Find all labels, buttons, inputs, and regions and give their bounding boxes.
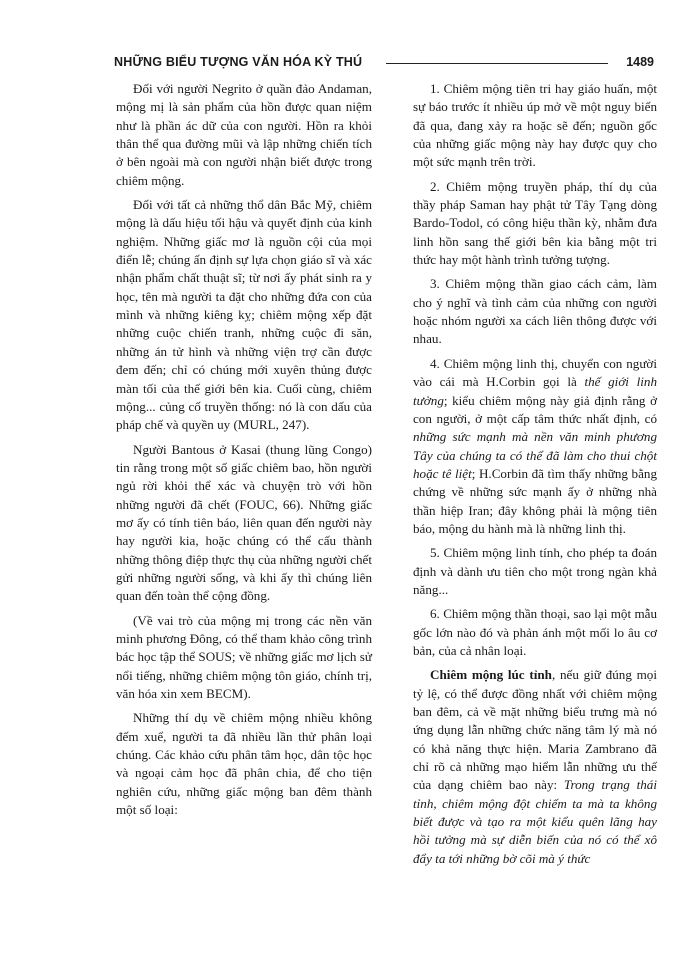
italic-quote: những sức mạnh mà nền văn minh phương Tây của chúng ta có thể đã làm cho thui chột hoặc tê liệt: [413, 429, 657, 481]
paragraph: (Về vai trò của mộng mị trong các nền văn minh phương Đông, có thể tham khảo công trình bác học tập thể SOUS; về những giấc mơ lịch sử nổi tiếng, những chiêm mộng tôn giáo, chính trị, văn hóa xin xem BECM).: [116, 612, 372, 701]
text-run: ; kiểu chiêm mộng này giả định rằng ở con người, ở một cấp tâm thức nhất định, có: [413, 392, 657, 426]
list-item: 1. Chiêm mộng tiên tri hay giáo huấn, một sự báo trước ít nhiều úp mở về một nguy biến đã qua, đang xảy ra hoặc sẽ đến; nguồn gốc của những giấc mộng này hay được quy cho một sức mạnh trên trời.: [413, 81, 657, 170]
italic-term: thế giới linh tưởng: [413, 374, 657, 408]
list-item: 2. Chiêm mộng truyền pháp, thí dụ của thầy pháp Saman hay phật tử Tây Tạng dòng Bardo-Todol, có công hiệu thần kỳ, nhằm đưa linh hồn sang thế giới bên kia bằng một tri thức hay một hành trình tưởng tượng.: [413, 178, 657, 268]
list-item: 5. Chiêm mộng linh tính, cho phép ta đoán định và dành ưu tiên cho một trong ngàn khả năng...: [413, 545, 657, 597]
header-rule: [386, 63, 608, 64]
italic-quote: Trong trạng thái tỉnh, chiêm mộng đột chiếm ta mà ta không biết được và tạo ra một kiểu quên lãng hay hồi tưởng mà sự diễn biến của nó có thể xô đẩy ta tới những bờ cõi mà ý thức: [413, 777, 657, 866]
running-header: [114, 55, 654, 73]
text-run: ; H.Corbin đã tìm thấy những bằng chứng về những sức mạnh ấy ở những nhà thần hiệp Iran; đây không phải là mộng tiên báo, mộng du hành mà là những linh thị.: [413, 465, 657, 536]
list-item: 6. Chiêm mộng thần thoại, sao lại một mẫu gốc lớn nào đó và phản ánh một mối lo âu cơ bản, của cả nhân loại.: [413, 606, 657, 658]
paragraph: Những thí dụ về chiêm mộng nhiều không đếm xuể, người ta đã nhiều lần thử phân loại chúng. Các khảo cứu phân tâm học, dân tộc học và ngoại cảm học đã phân chia, để cho tiện nghiên cứu, những giấc mộng ban đêm thành một số loại:: [116, 710, 372, 818]
paragraph: Đối với tất cả những thổ dân Bắc Mỹ, chiêm mộng là dấu hiệu tối hậu và quyết định của kinh nghiệm. Những giấc mơ là nguồn cội của mọi điển lễ; chúng ấn định sự lựa chọn giáo sĩ và xác nhận phẩm chất thuật sĩ; từ nơi ấy phát sinh ra y học, tên mà người ta đặt cho những đứa con của mình và những kiêng kỵ; chiêm mộng xếp đặt những cuộc chiến tranh, những cuộc đi săn, những án tử hình và những viện trợ cần được đem đến; chỉ có chúng mới xuyên thủng được màn tối của thế giới bên kia. Cuối cùng, chiêm mộng... củng cố truyền thống: nó là con dấu của pháp chế và quyền uy (MURL, 247).: [116, 197, 372, 433]
text-run: 4. Chiêm mộng linh thị, chuyển con người vào cái mà H.Corbin gọi là: [413, 355, 657, 390]
right-column: [413, 80, 657, 874]
paragraph: Đối với người Negrito ở quần đảo Andaman, mộng mị là sản phẩm của hồn được quan niệm như là phần ác dữ của con người. Hồn ra khỏi thân thể qua đường mũi và lập những chiến tích ở bên ngoài mà con người nhận biết được trong chiêm mộng.: [116, 81, 372, 188]
list-item: 3. Chiêm mộng thần giao cách cảm, làm cho ý nghĩ và tình cảm của những con người hoặc nhóm người xa cách liên thông được với nhau.: [413, 276, 657, 347]
header-title: NHỮNG BIỂU TƯỢNG VĂN HÓA KỲ THÚ: [114, 55, 363, 69]
text-run: , nếu giữ đúng mọi tỷ lệ, có thể được đồng nhất với chiêm mộng ban đêm, cả về mặt những biểu trưng mà nó ứng dụng lẫn những chức năng tâm lý mà nó có khả năng thực hiện. Maria Zambrano đã chỉ rõ cả những mạo hiểm lẫn những ưu thế của dạng chiêm bao này:: [413, 667, 657, 793]
left-column: [116, 80, 372, 825]
page-number: 1489: [626, 55, 654, 69]
paragraph: [413, 666, 657, 868]
bold-term: Chiêm mộng lúc tỉnh: [430, 667, 552, 683]
paragraph: Người Bantous ở Kasai (thung lũng Congo) tin rằng trong một số giấc chiêm bao, hồn người ngủ rời khỏi thể xác và chuyện trò với hồn những người đã chết (FOUC, 66). Những giấc mơ ấy có tính tiên báo, liên quan đến người này hay người kia, hoặc chúng có thể cấu thành những thông điệp thực thụ của những người chết gửi những người sống, và khi ấy thì chúng liên quan đến toàn thể cộng đồng.: [116, 441, 372, 604]
list-item: [413, 355, 657, 538]
